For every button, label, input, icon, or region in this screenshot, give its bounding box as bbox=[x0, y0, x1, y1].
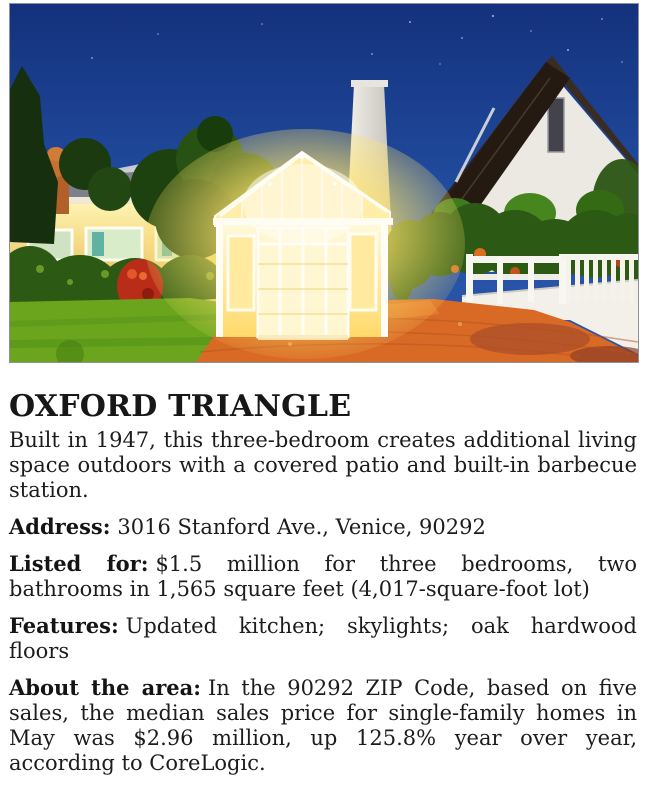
detail-features-label: Features: bbox=[9, 613, 119, 638]
detail-address-text: 3016 Stanford Ave., Venice, 90292 bbox=[117, 515, 486, 539]
detail-address bbox=[9, 514, 637, 540]
conservatory bbox=[145, 129, 465, 359]
page-title: OXFORD TRIANGLE bbox=[9, 389, 352, 424]
detail-about-area bbox=[9, 675, 637, 776]
detail-features-text: Updated kitchen; skylights; oak hardwood floors bbox=[9, 614, 637, 663]
detail-listed-for-text: $1.5 million for three bedrooms, two bathrooms in 1,565 square feet (4,017-square-foot lot) bbox=[9, 552, 638, 601]
side-window-right bbox=[350, 234, 376, 310]
detail-about-area-label: About the area: bbox=[9, 675, 202, 700]
french-doors bbox=[258, 228, 348, 337]
detail-listed-for bbox=[9, 551, 637, 602]
detail-listed-for-label: Listed for: bbox=[9, 551, 149, 576]
detail-about-area-text: In the 90292 ZIP Code, based on five sales, the median sales price for single-family homes in May was $2.96 million, up 125.8% year over year, according to CoreLogic. bbox=[9, 676, 638, 775]
house-dusk-illustration bbox=[10, 4, 638, 362]
intro-paragraph: Built in 1947, this three-bedroom creates additional living space outdoors with a covered patio and built-in barbecue station. bbox=[9, 428, 637, 502]
detail-address-label: Address: bbox=[9, 514, 111, 539]
listing-photo bbox=[9, 3, 639, 363]
side-window-left bbox=[228, 236, 254, 310]
gable-window bbox=[548, 98, 564, 152]
detail-features bbox=[9, 613, 637, 664]
